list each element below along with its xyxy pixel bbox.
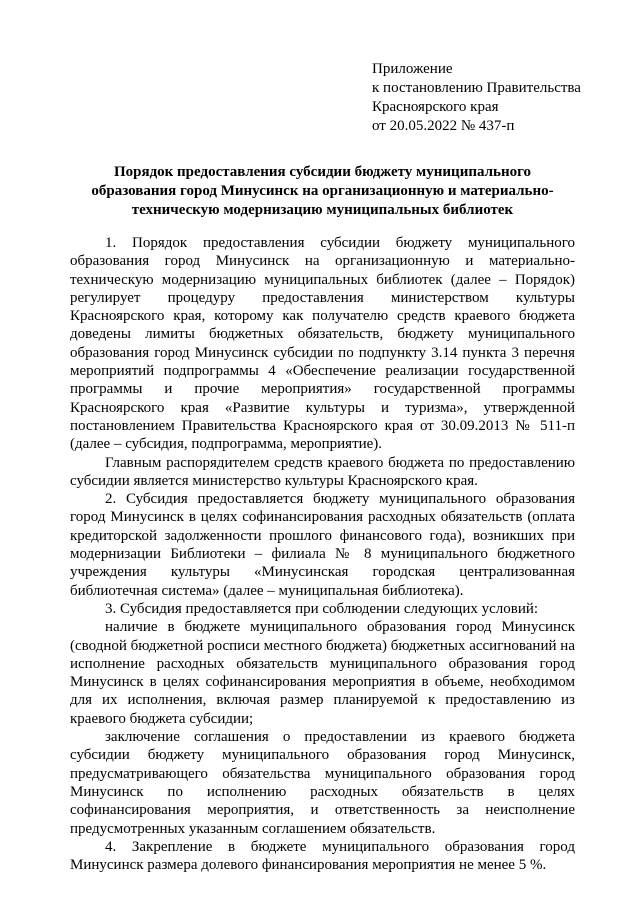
appendix-line: к постановлению Правительства: [372, 80, 581, 96]
paragraph-1: 1. Порядок предоставления субсидии бюджету муниципального образования город Минусинск на организационную и материально-техническую модернизацию муниципальных библиотек (далее – Порядок) регулирует процедуру предоставления министерством культуры Красноярского края, которому как получателю средств краевого бюджета доведены лимиты бюджетных обязательств, бюджету муниципального образования город Минусинск субсидии по подпункту 3.14 пункта 3 перечня мероприятий подпрограммы 4 «Обеспечение реализации государственной программы и прочие мероприятия» государственной программы Красноярского края «Развитие культуры и туризма», утвержденной постановлением Правительства Красноярского края от 30.09.2013 № 511-п (далее – субсидия, подпрограмма, мероприятие).: [70, 235, 575, 453]
paragraph-6: заключение соглашения о предоставлении из краевого бюджета субсидии бюджету муниципального образования город Минусинск, предусматривающего обязательства муниципального образования город Минусинск по исполнению расходных обязательств в целях софинансирования мероприятия, и ответственность за неисполнение предусмотренных указанным соглашением обязательств.: [70, 729, 575, 837]
appendix-line: от 20.05.2022 № 437-п: [372, 118, 515, 134]
appendix-line: Красноярского края: [372, 99, 499, 115]
paragraph-2: Главным распорядителем средств краевого бюджета по предоставлению субсидии является министерство культуры Красноярского края.: [70, 454, 575, 489]
paragraph-5: наличие в бюджете муниципального образования город Минусинск (сводной бюджетной росписи местного бюджета) бюджетных ассигнований на исполнение расходных обязательств муниципального образования город Минусинск в целях софинансирования мероприятия в объеме, необходимом для их исполнения, включая размер планируемой к предоставлению из краевого бюджета субсидии;: [70, 619, 575, 727]
document-body: [70, 234, 575, 874]
document-title: Порядок предоставления субсидии бюджету муниципального образования город Минусинск на организационную и материально-техническую модернизацию муниципальных библиотек: [91, 164, 554, 218]
paragraph-4: 3. Субсидия предоставляется при соблюдении следующих условий:: [105, 600, 539, 617]
appendix-line: Приложение: [372, 61, 453, 77]
appendix-header: [372, 60, 581, 136]
paragraph-7: 4. Закрепление в бюджете муниципального образования город Минусинск размера долевого финансирования мероприятия не менее 5 %.: [70, 838, 575, 874]
paragraph-3: 2. Субсидия предоставляется бюджету муниципального образования город Минусинск в целях софинансирования расходных обязательств (оплата кредиторской задолженности прошлого финансового года), возникших при модернизации Библиотеки – филиала № 8 муниципального бюджетного учреждения культуры «Минусинская городская централизованная библиотечная система» (далее – муниципальная библиотека).: [70, 491, 575, 599]
